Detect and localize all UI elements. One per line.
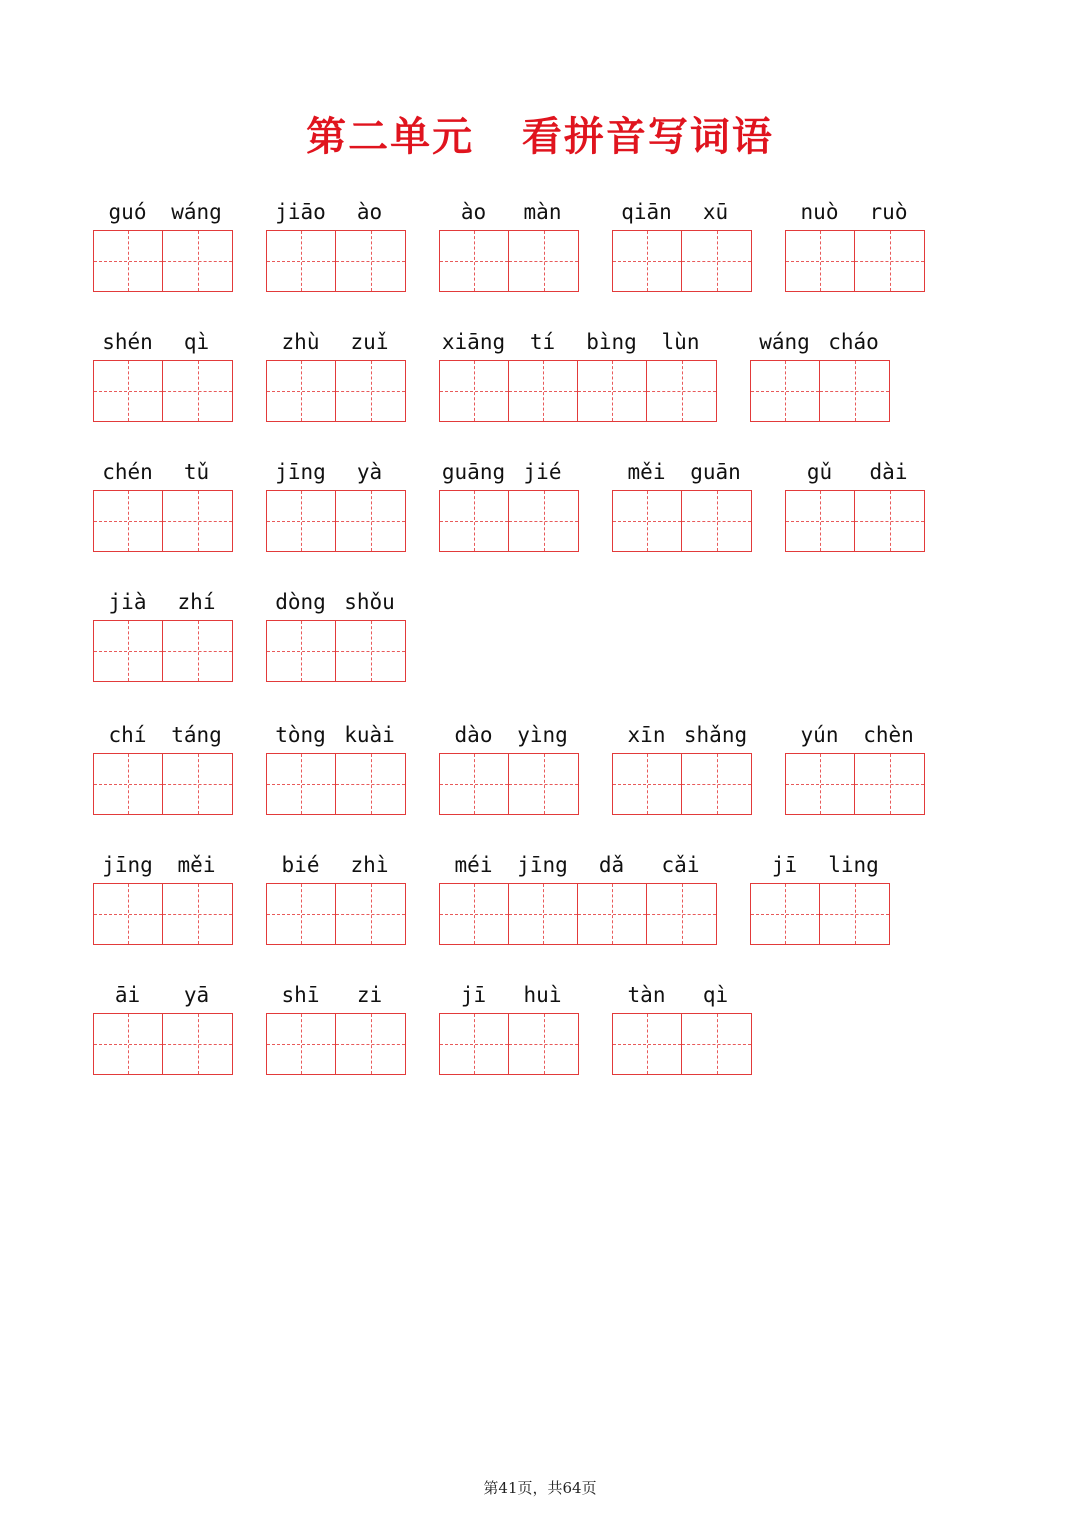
pinyin-syllable: táng [171, 723, 222, 747]
tianzige-cell[interactable] [163, 754, 232, 814]
tianzige-cell[interactable] [613, 1014, 682, 1074]
tianzige-cell[interactable] [94, 754, 163, 814]
pinyin-line [93, 723, 231, 753]
tianzige-cell[interactable] [855, 754, 924, 814]
pinyin-syllable: jīng [102, 853, 153, 877]
pinyin-syllable: ling [828, 853, 879, 877]
pinyin-syllable: jī [460, 983, 487, 1007]
page-title: 第二单元 看拼音写词语 [306, 113, 774, 160]
pinyin-line [785, 723, 923, 753]
tianzige-cell[interactable] [751, 884, 820, 944]
pinyin-syllable: jié [523, 460, 562, 484]
pinyin-syllable: bìng [586, 330, 637, 354]
tianzige-cell[interactable] [267, 1014, 336, 1074]
tianzige-box-group [266, 753, 406, 815]
pinyin-syllable: qì [183, 330, 210, 354]
tianzige-cell[interactable] [267, 491, 336, 551]
pinyin-syllable: xū [702, 200, 729, 224]
tianzige-cell[interactable] [163, 361, 232, 421]
pinyin-line [266, 983, 404, 1013]
pinyin-syllable: dào [454, 723, 493, 747]
tianzige-cell[interactable] [336, 491, 405, 551]
pinyin-line [750, 330, 888, 360]
tianzige-box-group [93, 360, 233, 422]
tianzige-cell[interactable] [336, 231, 405, 291]
pinyin-syllable: ruò [869, 200, 908, 224]
pinyin-line [93, 853, 231, 883]
tianzige-box-group [439, 230, 579, 292]
tianzige-cell[interactable] [682, 1014, 751, 1074]
pinyin-syllable: zhí [177, 590, 216, 614]
tianzige-cell[interactable] [682, 491, 751, 551]
pinyin-syllable: jī [771, 853, 798, 877]
tianzige-cell[interactable] [163, 491, 232, 551]
pinyin-line [612, 460, 750, 490]
pinyin-line [612, 723, 750, 753]
tianzige-box-group [612, 490, 752, 552]
pinyin-syllable: ào [460, 200, 487, 224]
tianzige-cell[interactable] [613, 754, 682, 814]
tianzige-cell[interactable] [647, 884, 716, 944]
pinyin-syllable: guāng [441, 460, 506, 484]
pinyin-line [439, 330, 715, 360]
pinyin-syllable: jīng [517, 853, 568, 877]
pinyin-syllable: měi [627, 460, 666, 484]
tianzige-cell[interactable] [786, 231, 855, 291]
tianzige-cell[interactable] [94, 231, 163, 291]
tianzige-cell[interactable] [267, 621, 336, 681]
tianzige-cell[interactable] [578, 884, 647, 944]
pinyin-syllable: yā [183, 983, 210, 1007]
tianzige-cell[interactable] [855, 231, 924, 291]
tianzige-cell[interactable] [94, 621, 163, 681]
pinyin-line [93, 590, 231, 620]
pinyin-syllable: xīn [627, 723, 666, 747]
tianzige-box-group [612, 230, 752, 292]
pinyin-line [612, 983, 750, 1013]
tianzige-box-group [785, 753, 925, 815]
pinyin-line [266, 590, 404, 620]
pinyin-syllable: huì [523, 983, 562, 1007]
pinyin-syllable: tòng [275, 723, 326, 747]
pinyin-line [750, 853, 888, 883]
tianzige-box-group [439, 1013, 579, 1075]
tianzige-cell[interactable] [94, 1014, 163, 1074]
tianzige-box-group [93, 753, 233, 815]
tianzige-cell[interactable] [336, 884, 405, 944]
pinyin-syllable: āi [114, 983, 141, 1007]
tianzige-cell[interactable] [440, 231, 509, 291]
pinyin-line [439, 983, 577, 1013]
pinyin-syllable: wáng [171, 200, 222, 224]
pinyin-syllable: yún [800, 723, 839, 747]
tianzige-box-group [439, 490, 579, 552]
pinyin-syllable: qiān [621, 200, 672, 224]
pinyin-syllable: chén [102, 460, 153, 484]
pinyin-syllable: guān [690, 460, 741, 484]
pinyin-syllable: tàn [627, 983, 666, 1007]
tianzige-cell[interactable] [751, 361, 820, 421]
tianzige-box-group [93, 620, 233, 682]
tianzige-cell[interactable] [509, 1014, 578, 1074]
pinyin-syllable: màn [523, 200, 562, 224]
pinyin-syllable: shǒu [344, 590, 395, 614]
pinyin-line [266, 200, 404, 230]
pinyin-syllable: jīng [275, 460, 326, 484]
tianzige-box-group [266, 490, 406, 552]
pinyin-syllable: bié [281, 853, 320, 877]
tianzige-cell[interactable] [94, 884, 163, 944]
pinyin-syllable: wáng [759, 330, 810, 354]
tianzige-cell[interactable] [163, 621, 232, 681]
pinyin-syllable: xiāng [441, 330, 506, 354]
pinyin-syllable: dǎ [598, 853, 625, 877]
tianzige-box-group [93, 1013, 233, 1075]
pinyin-syllable: tǔ [183, 460, 210, 484]
pinyin-syllable: shī [281, 983, 320, 1007]
pinyin-line [266, 723, 404, 753]
tianzige-cell[interactable] [440, 754, 509, 814]
tianzige-box-group [785, 230, 925, 292]
pinyin-syllable: tí [529, 330, 556, 354]
page-footer: 第41页，共64页 [483, 1479, 597, 1497]
tianzige-cell[interactable] [786, 754, 855, 814]
tianzige-cell[interactable] [163, 1014, 232, 1074]
tianzige-cell[interactable] [509, 884, 578, 944]
pinyin-line [785, 200, 923, 230]
pinyin-line [266, 330, 404, 360]
pinyin-syllable: cǎi [661, 853, 700, 877]
tianzige-cell[interactable] [578, 361, 647, 421]
tianzige-cell[interactable] [682, 754, 751, 814]
tianzige-cell[interactable] [509, 754, 578, 814]
tianzige-cell[interactable] [613, 231, 682, 291]
tianzige-cell[interactable] [440, 1014, 509, 1074]
tianzige-cell[interactable] [682, 231, 751, 291]
pinyin-syllable: chèn [863, 723, 914, 747]
pinyin-line [93, 983, 231, 1013]
pinyin-syllable: méi [454, 853, 493, 877]
pinyin-line [93, 460, 231, 490]
tianzige-cell[interactable] [509, 491, 578, 551]
tianzige-box-group [612, 753, 752, 815]
tianzige-cell[interactable] [820, 361, 889, 421]
pinyin-line [266, 853, 404, 883]
pinyin-line [612, 200, 750, 230]
tianzige-cell[interactable] [336, 361, 405, 421]
pinyin-syllable: yà [356, 460, 383, 484]
tianzige-box-group [266, 883, 406, 945]
pinyin-syllable: zi [356, 983, 383, 1007]
tianzige-cell[interactable] [820, 884, 889, 944]
tianzige-box-group [439, 360, 717, 422]
tianzige-box-group [439, 883, 717, 945]
tianzige-cell[interactable] [94, 491, 163, 551]
tianzige-cell[interactable] [94, 361, 163, 421]
pinyin-syllable: cháo [828, 330, 879, 354]
tianzige-cell[interactable] [786, 491, 855, 551]
tianzige-box-group [93, 230, 233, 292]
tianzige-cell[interactable] [336, 754, 405, 814]
pinyin-syllable: gǔ [806, 460, 833, 484]
pinyin-syllable: jià [108, 590, 147, 614]
tianzige-box-group [266, 620, 406, 682]
pinyin-syllable: dòng [275, 590, 326, 614]
tianzige-cell[interactable] [267, 231, 336, 291]
pinyin-syllable: yìng [517, 723, 568, 747]
pinyin-syllable: chí [108, 723, 147, 747]
tianzige-cell[interactable] [855, 491, 924, 551]
tianzige-cell[interactable] [163, 231, 232, 291]
pinyin-syllable: shǎng [683, 723, 748, 747]
tianzige-cell[interactable] [647, 361, 716, 421]
tianzige-cell[interactable] [440, 361, 509, 421]
tianzige-cell[interactable] [509, 361, 578, 421]
tianzige-box-group [750, 360, 890, 422]
tianzige-cell[interactable] [267, 884, 336, 944]
tianzige-cell[interactable] [440, 491, 509, 551]
tianzige-box-group [439, 753, 579, 815]
tianzige-cell[interactable] [267, 754, 336, 814]
pinyin-syllable: qì [702, 983, 729, 1007]
pinyin-syllable: jiāo [275, 200, 326, 224]
pinyin-line [439, 723, 577, 753]
tianzige-cell[interactable] [336, 1014, 405, 1074]
tianzige-cell[interactable] [613, 491, 682, 551]
pinyin-syllable: lùn [661, 330, 700, 354]
pinyin-line [439, 200, 577, 230]
pinyin-line [439, 460, 577, 490]
tianzige-box-group [785, 490, 925, 552]
pinyin-line [266, 460, 404, 490]
pinyin-syllable: ào [356, 200, 383, 224]
tianzige-cell[interactable] [336, 621, 405, 681]
tianzige-box-group [266, 360, 406, 422]
tianzige-box-group [612, 1013, 752, 1075]
pinyin-syllable: měi [177, 853, 216, 877]
tianzige-cell[interactable] [163, 884, 232, 944]
pinyin-line [93, 200, 231, 230]
tianzige-cell[interactable] [509, 231, 578, 291]
pinyin-syllable: zuǐ [350, 330, 389, 354]
pinyin-line [93, 330, 231, 360]
tianzige-cell[interactable] [267, 361, 336, 421]
tianzige-cell[interactable] [440, 884, 509, 944]
tianzige-box-group [750, 883, 890, 945]
pinyin-syllable: zhì [350, 853, 389, 877]
tianzige-box-group [266, 1013, 406, 1075]
pinyin-line [439, 853, 715, 883]
tianzige-box-group [93, 883, 233, 945]
pinyin-syllable: nuò [800, 200, 839, 224]
pinyin-syllable: zhù [281, 330, 320, 354]
pinyin-line [785, 460, 923, 490]
pinyin-syllable: dài [869, 460, 908, 484]
pinyin-syllable: shén [102, 330, 153, 354]
pinyin-syllable: kuài [344, 723, 395, 747]
tianzige-box-group [266, 230, 406, 292]
pinyin-syllable: guó [108, 200, 147, 224]
tianzige-box-group [93, 490, 233, 552]
